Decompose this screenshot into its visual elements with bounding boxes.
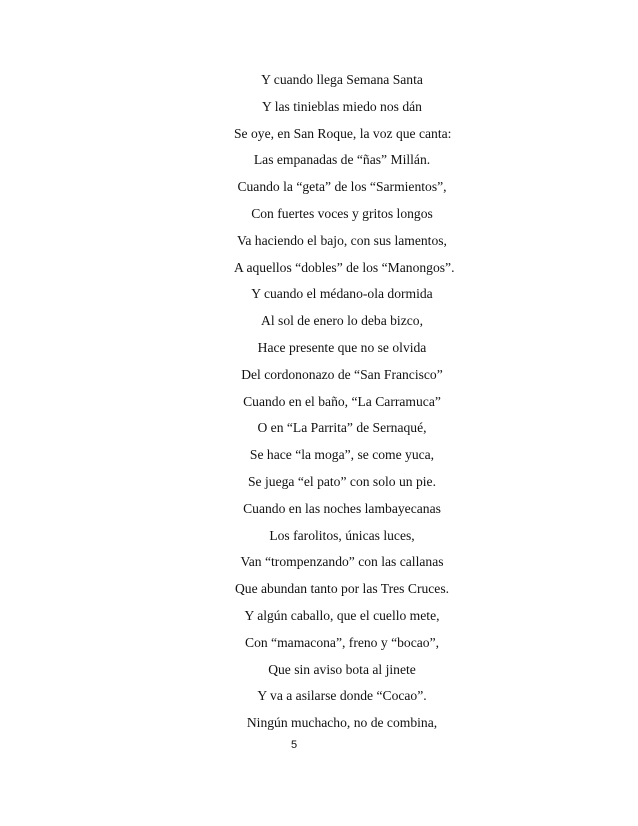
verse-line: Se juega “el pato” con solo un pie. <box>248 473 436 489</box>
verse-line: Al sol de enero lo deba bizco, <box>261 313 423 329</box>
verse-line: Y cuando llega Semana Santa <box>261 72 423 87</box>
verse-line: Los farolitos, únicas luces, <box>269 527 415 543</box>
verse-line: Que sin aviso bota al jinete <box>268 661 416 677</box>
verse-line: Cuando la “geta” de los “Sarmientos”, <box>237 179 447 195</box>
verse-line: Van “trompenzando” con las callanas <box>240 554 444 570</box>
verse-line: Las empanadas de “ñas” Millán. <box>253 152 431 168</box>
verse-line: Se hace “la moga”, se come yuca, <box>249 447 435 463</box>
verse-line: Hace presente que no se olvida <box>257 339 427 355</box>
verse-line: Va haciendo el bajo, con sus lamentos, <box>237 232 447 248</box>
verse-line: Y algún caballo, que el cuello mete, <box>244 607 440 623</box>
verse-line: A aquellos “dobles” de los “Manongos”. <box>234 259 455 275</box>
page-number: 5 <box>290 739 298 751</box>
poem-verses <box>234 71 455 741</box>
verse-line: Y va a asilarse donde “Cocao”. <box>257 688 427 704</box>
verse-line: Y las tinieblas miedo nos dán <box>262 98 422 114</box>
verse-line: Con “mamacona”, freno y “bocao”, <box>245 634 439 650</box>
verse-line: Se oye, en San Roque, la voz que canta: <box>234 125 452 141</box>
verse-line: Cuando en las noches lambayecanas <box>243 500 441 516</box>
verse-line: Ningún muchacho, no de combina, <box>246 715 438 731</box>
verse-line: Y cuando el médano-ola dormida <box>251 286 433 302</box>
verse-line: O en “La Parrita” de Sernaqué, <box>257 420 427 436</box>
verse-line: Con fuertes voces y gritos longos <box>251 205 433 221</box>
verse-line: Cuando en el baño, “La Carramuca” <box>243 393 441 409</box>
verse-line: Que abundan tanto por las Tres Cruces. <box>234 581 450 597</box>
verse-line: Del cordononazo de “San Francisco” <box>241 366 443 382</box>
